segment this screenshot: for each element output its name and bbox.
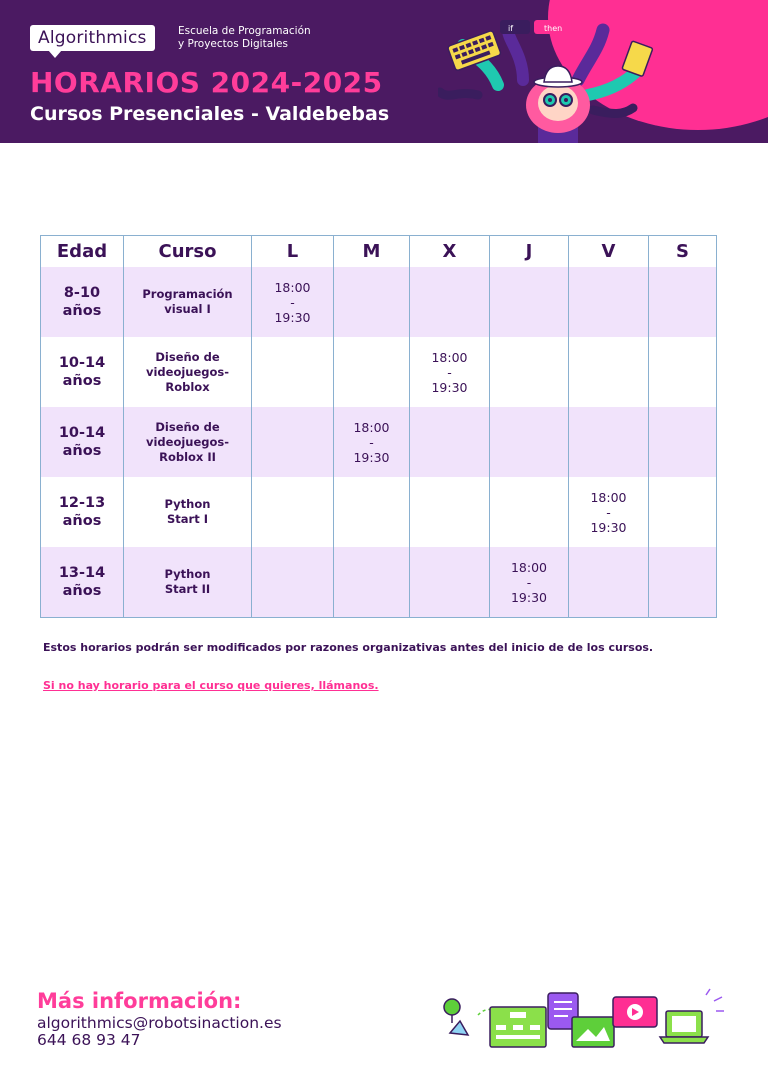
time-end: 19:30 bbox=[510, 589, 548, 605]
empty-slot bbox=[649, 547, 717, 618]
empty-slot bbox=[410, 407, 490, 477]
header-curso: Curso bbox=[124, 236, 252, 268]
course-name-line: Programación bbox=[142, 287, 233, 301]
header-lunes: L bbox=[252, 236, 334, 268]
coder-illustration bbox=[438, 0, 668, 143]
empty-slot bbox=[569, 407, 649, 477]
table-row bbox=[41, 337, 717, 407]
empty-slot bbox=[649, 407, 717, 477]
age-range: 13-14 bbox=[58, 565, 106, 581]
table-row bbox=[41, 407, 717, 477]
empty-slot bbox=[649, 267, 717, 337]
course-name-line: videojuegos- bbox=[145, 434, 230, 449]
time-end: 19:30 bbox=[431, 379, 468, 395]
course-name-line: visual I bbox=[164, 302, 211, 316]
course-name-line: Roblox II bbox=[159, 449, 216, 464]
age-range: 10-14 bbox=[58, 425, 106, 441]
empty-slot bbox=[569, 547, 649, 618]
empty-slot bbox=[252, 547, 334, 618]
contact-phone: 644 68 93 47 bbox=[37, 1031, 141, 1049]
course-cell bbox=[124, 407, 252, 477]
contact-email: algorithmics@robotsinaction.es bbox=[37, 1014, 282, 1032]
tagline-line-2: y Proyectos Digitales bbox=[178, 38, 288, 50]
time-start: 18:00 bbox=[431, 349, 468, 365]
course-name-line: Diseño de bbox=[155, 349, 220, 364]
then-label: then bbox=[544, 24, 563, 33]
schedule-table bbox=[40, 235, 717, 618]
time-separator: - bbox=[606, 504, 611, 520]
course-cell bbox=[124, 337, 252, 407]
tagline-line-1: Escuela de Programación bbox=[178, 25, 311, 37]
logo-tagline bbox=[178, 25, 311, 51]
time-end: 19:30 bbox=[590, 519, 627, 535]
time-slot bbox=[334, 407, 410, 477]
table-header-row bbox=[41, 236, 717, 268]
course-cell bbox=[124, 267, 252, 337]
empty-slot bbox=[252, 477, 334, 547]
empty-slot bbox=[252, 337, 334, 407]
age-unit: años bbox=[62, 303, 102, 319]
time-end: 19:30 bbox=[353, 449, 390, 465]
header-sabado: S bbox=[649, 236, 717, 268]
header-martes: M bbox=[334, 236, 410, 268]
header-edad: Edad bbox=[41, 236, 124, 268]
empty-slot bbox=[334, 337, 410, 407]
header-banner bbox=[0, 0, 768, 143]
image-icon bbox=[572, 1017, 614, 1047]
empty-slot bbox=[252, 407, 334, 477]
course-name-line: Start I bbox=[167, 512, 208, 526]
time-slot bbox=[569, 477, 649, 547]
age-unit: años bbox=[62, 443, 102, 459]
time-slot bbox=[490, 547, 569, 618]
empty-slot bbox=[410, 547, 490, 618]
empty-slot bbox=[649, 337, 717, 407]
time-separator: - bbox=[447, 364, 452, 380]
time-slot bbox=[252, 267, 334, 337]
time-start: 18:00 bbox=[510, 559, 548, 575]
age-cell bbox=[41, 547, 124, 618]
schedule-disclaimer: Estos horarios podrán ser modificados por razones organizativas antes del inicio de de los cursos. bbox=[43, 641, 654, 654]
header-jueves: J bbox=[490, 236, 569, 268]
empty-slot bbox=[649, 477, 717, 547]
course-cell bbox=[124, 477, 252, 547]
time-end: 19:30 bbox=[274, 309, 311, 325]
course-cell bbox=[124, 547, 252, 618]
course-name-line: Diseño de bbox=[155, 419, 220, 434]
header-miercoles: X bbox=[410, 236, 490, 268]
age-range: 12-13 bbox=[58, 495, 106, 511]
course-name-line: videojuegos- bbox=[145, 364, 230, 379]
empty-slot bbox=[490, 337, 569, 407]
robot-icon bbox=[450, 1021, 468, 1035]
header-viernes: V bbox=[569, 236, 649, 268]
time-separator: - bbox=[290, 294, 295, 310]
course-name-line: Start II bbox=[164, 582, 211, 596]
empty-slot bbox=[569, 267, 649, 337]
empty-slot bbox=[490, 267, 569, 337]
age-range: 10-14 bbox=[58, 355, 106, 371]
age-cell bbox=[41, 477, 124, 547]
course-name-line: Python bbox=[164, 567, 211, 581]
table-row bbox=[41, 547, 717, 618]
age-range: 8-10 bbox=[63, 285, 101, 301]
age-cell bbox=[41, 267, 124, 337]
empty-slot bbox=[410, 267, 490, 337]
table-row bbox=[41, 477, 717, 547]
table-row bbox=[41, 267, 717, 337]
age-unit: años bbox=[62, 583, 102, 599]
footer-illustration bbox=[438, 985, 728, 1055]
time-start: 18:00 bbox=[274, 279, 311, 295]
page-title: HORARIOS 2024-2025 bbox=[30, 66, 383, 99]
course-name-line: Roblox bbox=[165, 379, 210, 394]
empty-slot bbox=[490, 407, 569, 477]
pin-icon bbox=[444, 999, 460, 1015]
if-label: if bbox=[508, 24, 514, 33]
more-info-heading: Más información: bbox=[37, 989, 242, 1013]
logo-text: Algorithmics bbox=[38, 28, 147, 48]
time-slot bbox=[410, 337, 490, 407]
time-separator: - bbox=[526, 574, 532, 590]
time-start: 18:00 bbox=[353, 419, 390, 435]
time-separator: - bbox=[369, 434, 374, 450]
age-unit: años bbox=[62, 373, 102, 389]
logo bbox=[30, 25, 155, 51]
empty-slot bbox=[490, 477, 569, 547]
age-cell bbox=[41, 337, 124, 407]
empty-slot bbox=[334, 477, 410, 547]
empty-slot bbox=[410, 477, 490, 547]
age-cell bbox=[41, 407, 124, 477]
time-start: 18:00 bbox=[590, 489, 627, 505]
course-name-line: Python bbox=[164, 497, 211, 511]
call-us-link[interactable]: Si no hay horario para el curso que quieres, llámanos. bbox=[43, 679, 379, 692]
page-subtitle: Cursos Presenciales - Valdebebas bbox=[30, 103, 390, 125]
empty-slot bbox=[334, 267, 410, 337]
empty-slot bbox=[334, 547, 410, 618]
empty-slot bbox=[569, 337, 649, 407]
age-unit: años bbox=[62, 513, 102, 529]
